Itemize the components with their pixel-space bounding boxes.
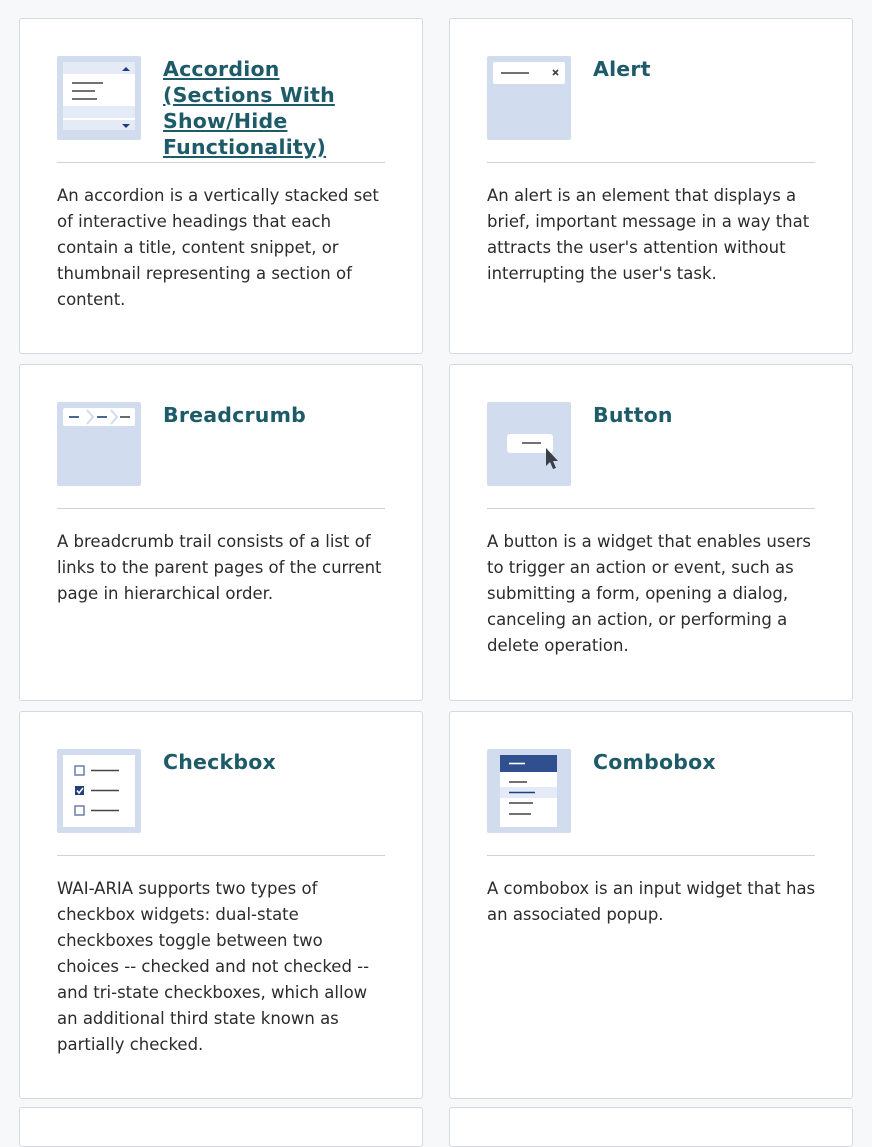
divider <box>57 855 385 856</box>
pattern-card-checkbox <box>19 711 423 1099</box>
pattern-title[interactable]: Breadcrumb <box>163 403 307 427</box>
divider <box>487 508 815 509</box>
divider <box>487 162 815 163</box>
card-header <box>57 402 385 508</box>
combobox-icon <box>487 749 571 833</box>
pattern-card-next-right <box>449 1107 853 1147</box>
pattern-card-combobox <box>449 711 853 1099</box>
divider <box>487 855 815 856</box>
pattern-description: An alert is an element that displays a brief, important message in a way that attracts the user's attention without interrupting the user's task. <box>487 186 810 283</box>
button-icon <box>487 402 571 486</box>
card-header <box>57 56 385 162</box>
pattern-title-link[interactable]: Accordion (Sections With Show/Hide Functionality) <box>163 57 335 159</box>
checkbox-icon <box>57 749 141 833</box>
card-header <box>487 749 815 855</box>
pattern-title[interactable]: Checkbox <box>163 750 276 774</box>
pattern-description: A combobox is an input widget that has an associated popup. <box>487 879 816 924</box>
divider <box>57 508 385 509</box>
card-header <box>487 56 815 162</box>
alert-icon <box>487 56 571 140</box>
pattern-description: An accordion is a vertically stacked set of interactive headings that each contain a title, content snippet, or thumbnail representing a section of content. <box>57 186 379 309</box>
pattern-title[interactable]: Alert <box>593 57 651 81</box>
pattern-card-button <box>449 364 853 701</box>
pattern-title[interactable]: Combobox <box>593 750 716 774</box>
pattern-card-breadcrumb <box>19 364 423 701</box>
card-header <box>57 749 385 855</box>
accordion-icon <box>57 56 141 140</box>
pattern-card-next-left <box>19 1107 423 1147</box>
divider <box>57 162 385 163</box>
pattern-description: A button is a widget that enables users to trigger an action or event, such as submitting a form, opening a dialog, canceling an action, or performing a delete operation. <box>487 532 811 655</box>
pattern-description: A breadcrumb trail consists of a list of links to the parent pages of the current page in hierarchical order. <box>57 532 382 603</box>
card-header <box>487 402 815 508</box>
pattern-card-alert <box>449 18 853 354</box>
breadcrumb-icon <box>57 402 141 486</box>
pattern-card-accordion <box>19 18 423 354</box>
pattern-description: WAI-ARIA supports two types of checkbox widgets: dual-state checkboxes toggle between two choices -- checked and not checked -- and tri-state checkboxes, which allow an additional third state known as partially checked. <box>57 879 370 1054</box>
pattern-title[interactable]: Button <box>593 403 673 427</box>
